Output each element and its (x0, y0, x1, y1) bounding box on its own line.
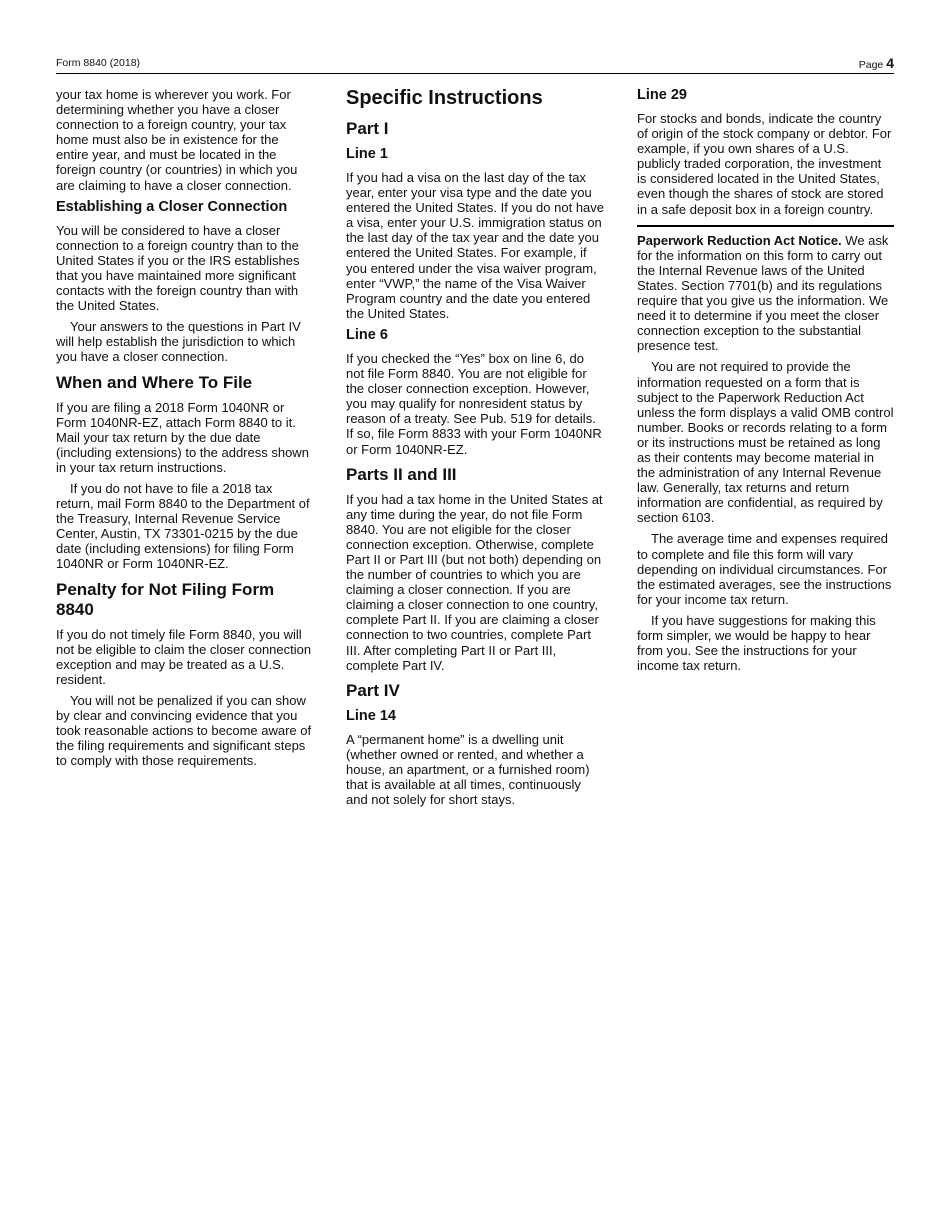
column-right (637, 87, 894, 679)
paragraph-penalty-2: You will not be penalized if you can show by clear and convincing evidence that you took reasonable actions to become aware of the filing requirements and significant steps to comply with those requirements. (56, 692, 312, 769)
column-left (56, 87, 312, 774)
paragraph-line-1: If you had a visa on the last day of the tax year, enter your visa type and the date you entered the United States. If you do not have a visa, enter your U.S. immigration status on the last day of the tax year and the date you entered the United States. For example, if you entered under the visa waiver program, enter “VWP,” the name of the Visa Waiver Program country and the date you entered the United States. (346, 170, 605, 321)
paragraph-intro: your tax home is wherever you work. For determining whether you have a closer connection to a foreign country, your tax home must also be in existence for the entire year, and must be located in the foreign country (or countries) in which you are claiming to have a closer connection. (56, 87, 298, 193)
heading-line-6: Line 6 (346, 326, 388, 343)
heading-line-14: Line 14 (346, 707, 396, 724)
page-label: Page (858, 59, 884, 71)
heading-part-1: Part I (346, 119, 389, 138)
paragraph-when-1: If you are filing a 2018 Form 1040NR or Form 1040NR-EZ, attach Form 8840 to it. Mail your tax return by the due date (including extensions) to the address shown in your tax return instructions. (56, 399, 309, 475)
heading-parts-2-3: Parts II and III (346, 464, 457, 484)
paragraph-when-2: If you do not have to file a 2018 tax return, mail Form 8840 to the Department of the Treasury, Internal Revenue Service Center, Austin, TX 73301-0215 by the due date (including extensions) for filing Form 1040NR or Form 1040NR-EZ. (56, 480, 310, 572)
form-id: Form 8840 (2018) (56, 57, 141, 69)
column-middle (346, 87, 604, 813)
paragraph-line-14: A “permanent home” is a dwelling unit (whether owned or rented, and whether a house, an apartment, or a furnished room) that is available at all times, continuously and not solely for short stays. (346, 731, 590, 808)
page-header (56, 54, 894, 74)
paragraph-notice-3: The average time and expenses required to complete and file this form will vary depending on individual circumstances. For the estimated averages, see the instructions for your income tax return. (637, 531, 892, 607)
paragraph-establishing-1: You will be considered to have a closer connection to a foreign country than to the United States if you or the IRS establishes that you have maintained more significant contacts with the foreign country than with the United States. (56, 222, 300, 314)
heading-line-29: Line 29 (637, 87, 687, 103)
heading-penalty: Penalty for Not Filing Form 8840 (56, 579, 275, 619)
notice-divider (637, 225, 894, 227)
paragraph-establishing-2: Your answers to the questions in Part IV will help establish the jurisdiction to which you have a closer connection. (56, 319, 301, 365)
notice-title: Paperwork Reduction Act Notice. (637, 232, 842, 248)
heading-specific-instructions: Specific Instructions (346, 87, 543, 109)
paragraph-line-29: For stocks and bonds, indicate the country of origin of the stock company or debtor. For example, if you own shares of a U.S. publicly traded corporation, the investment is considered located in the United States, even though the shares of stock are stored in a safe deposit box in a foreign country. (637, 111, 892, 217)
heading-establishing: Establishing a Closer Connection (56, 198, 288, 215)
page-number-label (859, 55, 894, 71)
notice-body-1: We ask for the information on this form to carry out the Internal Revenue laws of the United States. Section 7701(b) and its regulations require that you give us the information. We need it to determine if you meet the closer connection exception to the substantial presence test. (637, 232, 889, 354)
paragraph-penalty-1: If you do not timely file Form 8840, you will not be eligible to claim the closer connection exception and may be treated as a U.S. resident. (56, 626, 312, 687)
paragraph-line-6: If you checked the “Yes” box on line 6, do not file Form 8840. You are not eligible for the closer connection exception. However, you may qualify for nonresident status by reason of a treaty. See Pub. 519 for details. If so, file Form 8833 with your Form 1040NR or Form 1040NR-EZ. (346, 350, 602, 457)
paragraph-notice-2: You are not required to provide the information requested on a form that is subject to the Paperwork Reduction Act unless the form displays a valid OMB control number. Books or records relating to a form or its instructions must be retained as long as their contents may become material in the administration of any Internal Revenue law. Generally, tax returns and return information are confidential, as required by section 6103. (637, 359, 894, 526)
paragraph-notice-4: If you have suggestions for making this form simpler, we would be happy to hear from you. See the instructions for your income tax return. (637, 612, 876, 674)
heading-part-4: Part IV (346, 680, 400, 700)
heading-line-1: Line 1 (346, 146, 388, 162)
header-rule (56, 73, 894, 74)
paragraph-notice-1 (637, 233, 894, 354)
heading-when-where: When and Where To File (56, 372, 253, 392)
page-number: 4 (886, 55, 894, 71)
paragraph-parts-2-3: If you had a tax home in the United States at any time during the year, do not file Form 8840. You are not eligible for the closer connection exception. Otherwise, complete Part II or Part III (but not both) depending on the number of countries to which you are claiming a closer connection. If you are claiming a closer connection to one country, complete Part II. If you are claiming a closer connection to two countries, complete Part III. After completing Part II or Part III, complete Part IV. (346, 491, 603, 673)
